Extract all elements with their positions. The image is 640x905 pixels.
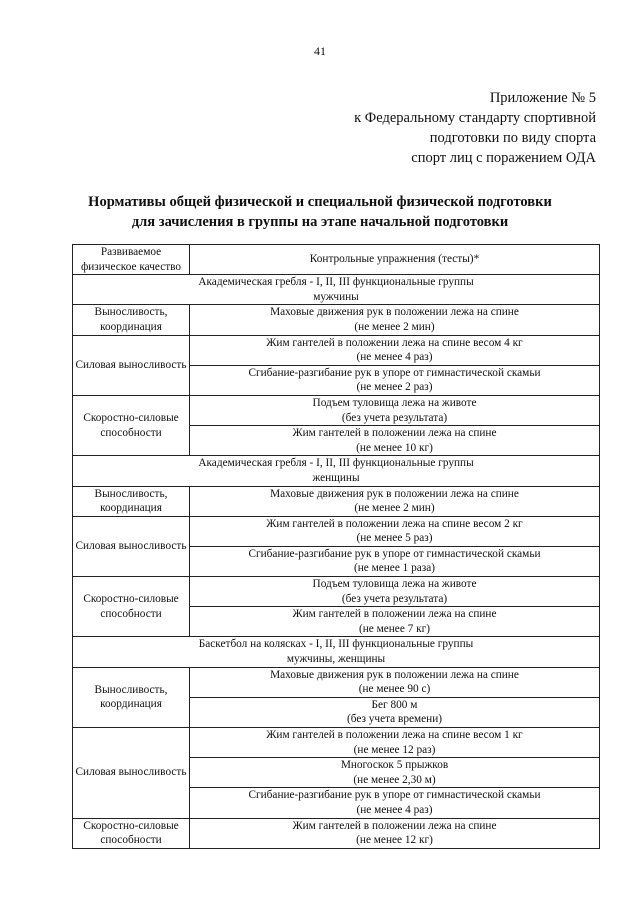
table-row: [73, 335, 600, 365]
test-cell: [190, 788, 600, 818]
table-row: [73, 305, 600, 335]
test-cell: [190, 758, 600, 788]
test-norm: (без учета результата): [341, 411, 448, 424]
quality-cell: [73, 667, 190, 727]
quality-line: координация: [100, 502, 162, 515]
test-cell: [190, 728, 600, 758]
section-title: [73, 275, 600, 305]
title-line: для зачисления в группы на этапе начальной подготовки: [131, 214, 509, 230]
test-cell: [190, 335, 600, 365]
test-norm: (не менее 2,30 м): [353, 773, 436, 786]
test-norm: (не менее 5 раз): [356, 532, 433, 545]
quality-line: Скоростно-силовые: [83, 593, 179, 606]
quality-line: координация: [100, 320, 162, 333]
test-name: Жим гантелей в положении лежа на спине весом 4 кг: [266, 336, 523, 349]
test-cell: [190, 365, 600, 395]
quality-line: Силовая выносливость: [75, 540, 187, 553]
test-norm: (не менее 2 раз): [356, 381, 433, 394]
test-name: Жим гантелей в положении лежа на спине весом 2 кг: [266, 517, 523, 530]
section-title-line: Академическая гребля - I, II, III функциональные группы: [198, 276, 474, 289]
header-quality-line: физическое качество: [80, 260, 182, 273]
test-cell: [190, 607, 600, 637]
quality-cell: [73, 818, 190, 848]
test-norm: (без учета времени): [346, 713, 443, 726]
section-header-row: [73, 456, 600, 486]
section-title: [73, 637, 600, 667]
test-norm: (не менее 2 мин): [354, 320, 435, 333]
table-row: [73, 728, 600, 758]
quality-cell: [73, 486, 190, 516]
test-cell: [190, 697, 600, 727]
test-name: Подъем туловища лежа на животе: [312, 396, 477, 409]
test-norm: (без учета результата): [341, 592, 448, 605]
quality-line: Силовая выносливость: [75, 358, 187, 371]
test-cell: [190, 818, 600, 848]
table-row: [73, 395, 600, 425]
appendix-line: подготовки по виду спорта: [429, 130, 596, 146]
section-title: [73, 456, 600, 486]
test-name: Сгибание-разгибание рук в упоре от гимнастической скамьи: [248, 547, 541, 560]
table-header-row: [73, 245, 600, 275]
table-row: [73, 577, 600, 607]
norms-table: [72, 244, 600, 849]
section-title-line: женщины: [312, 471, 360, 484]
table-row: [73, 516, 600, 546]
test-name: Маховые движения рук в положении лежа на спине: [270, 487, 519, 500]
header-quality: [73, 245, 190, 275]
test-cell: [190, 577, 600, 607]
norms-table-body: [73, 245, 600, 849]
test-name: Жим гантелей в положении лежа на спине весом 1 кг: [266, 729, 523, 741]
table-row: [73, 818, 600, 848]
test-norm: (не менее 12 раз): [353, 743, 436, 756]
test-norm: (не менее 12 кг): [356, 834, 433, 847]
test-name: Подъем туловища лежа на животе: [312, 578, 477, 591]
section-header-row: [73, 637, 600, 667]
quality-line: Выносливость,: [94, 487, 168, 500]
test-name: Жим гантелей в положении лежа на спине: [292, 819, 497, 832]
title-line: Нормативы общей физической и специальной физической подготовки: [88, 194, 552, 210]
quality-line: Выносливость,: [94, 683, 168, 696]
test-name: Бег 800 м: [371, 698, 418, 711]
section-title-line: мужчины, женщины: [286, 653, 386, 666]
appendix-header: [354, 88, 596, 168]
test-name: Маховые движения рук в положении лежа на спине: [270, 306, 519, 319]
quality-line: координация: [100, 698, 162, 711]
test-name: Сгибание-разгибание рук в упоре от гимнастической скамьи: [248, 366, 541, 379]
section-title-line: Баскетбол на колясках - I, II, III функциональные группы: [198, 638, 474, 651]
table-row: [73, 667, 600, 697]
quality-line: способности: [100, 426, 162, 439]
section-header-row: [73, 275, 600, 305]
appendix-line: Приложение № 5: [489, 90, 596, 106]
quality-cell: [73, 335, 190, 395]
quality-line: Силовая выносливость: [75, 766, 187, 779]
test-cell: [190, 546, 600, 576]
test-cell: [190, 426, 600, 456]
table-row: [73, 486, 600, 516]
test-cell: [190, 305, 600, 335]
test-norm: (не менее 7 кг): [358, 622, 431, 635]
document-title: [0, 192, 640, 232]
quality-line: Скоростно-силовые: [83, 819, 179, 832]
quality-line: Скоростно-силовые: [83, 412, 179, 425]
test-norm: (не менее 2 мин): [354, 502, 435, 515]
test-name: Жим гантелей в положении лежа на спине: [292, 608, 497, 621]
appendix-line: спорт лиц с поражением ОДА: [411, 150, 596, 166]
test-cell: [190, 395, 600, 425]
test-norm: (не менее 1 раза): [353, 562, 436, 575]
header-quality-line: Развиваемое: [100, 246, 162, 258]
section-title-line: мужчины: [313, 290, 359, 303]
test-name: Сгибание-разгибание рук в упоре от гимнастической скамьи: [248, 789, 541, 802]
test-cell: [190, 516, 600, 546]
quality-cell: [73, 728, 190, 819]
quality-line: Выносливость,: [94, 306, 168, 319]
test-norm: (не менее 4 раз): [356, 803, 433, 816]
header-tests-label: Контрольные упражнения (тесты)*: [309, 253, 480, 266]
test-name: Многоскок 5 прыжков: [340, 759, 449, 772]
test-norm: (не менее 4 раз): [356, 351, 433, 364]
header-tests: [190, 245, 600, 275]
quality-line: способности: [100, 607, 162, 620]
test-cell: [190, 486, 600, 516]
test-norm: (не менее 10 кг): [356, 441, 433, 454]
section-title-line: Академическая гребля - I, II, III функциональные группы: [198, 457, 474, 470]
quality-line: способности: [100, 834, 162, 847]
appendix-line: к Федеральному стандарту спортивной: [354, 110, 596, 126]
page-number: 41: [314, 44, 326, 58]
test-name: Маховые движения рук в положении лежа на спине: [270, 668, 519, 681]
quality-cell: [73, 305, 190, 335]
quality-cell: [73, 395, 190, 455]
quality-cell: [73, 516, 190, 576]
test-name: Жим гантелей в положении лежа на спине: [292, 427, 497, 440]
test-cell: [190, 667, 600, 697]
quality-cell: [73, 577, 190, 637]
test-norm: (не менее 90 с): [358, 683, 431, 696]
